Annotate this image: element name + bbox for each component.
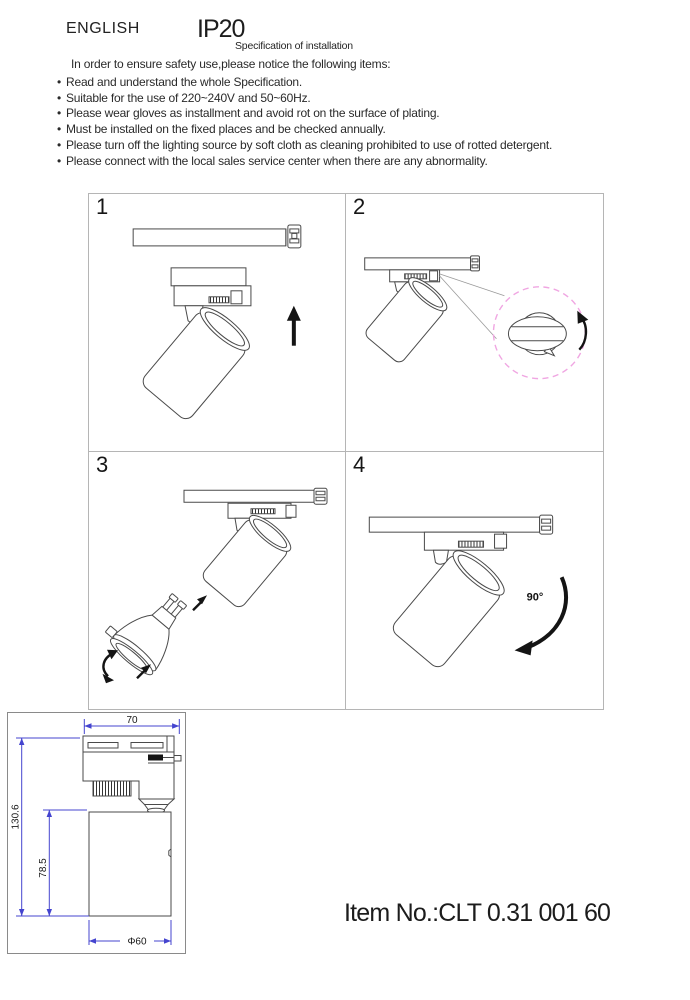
dimension-drawing-box [7,712,186,954]
bulb-twist-arrow-icon [103,649,119,683]
track-rail [365,256,480,271]
rotate-knob-arrow-icon [577,311,588,350]
instruction-text: Please wear gloves as installment and avoid rot on the surface of plating. [66,106,440,121]
step-number: 3 [96,451,109,477]
step-panel-2 [346,194,603,452]
rotation-90-arrow-icon [515,577,566,655]
overall-height-value: 130.6 [10,804,22,830]
step-number: 4 [353,451,366,477]
instruction-text: Please turn off the lighting source by soft cloth as cleaning prohibited to use of rotted detergent. [66,137,553,152]
instruction-item [57,91,552,107]
dimension-body-height [38,810,87,916]
instruction-text: Read and understand the whole Specification. [66,75,303,89]
bullet: • [57,106,62,121]
instruction-text: Must be installed on the fixed places and be checked annually. [66,122,386,137]
step-panel-3 [89,452,346,710]
bulb-insert-arrow-icon [193,595,207,610]
track-rail [133,225,301,248]
dimension-width [84,715,179,734]
leader-line [440,274,505,296]
instructions-intro: In order to ensure safety use,please notice the following items: [71,57,391,71]
bullet: • [57,75,62,89]
bullet: • [57,122,62,137]
instruction-item [57,138,552,154]
knurled-knob [93,781,131,796]
instruction-text: Please connect with the local sales service center when there are any abnormality. [66,153,488,168]
up-arrow-icon [287,306,301,346]
step-panel-4 [346,452,603,710]
diameter-value: Φ60 [127,936,147,948]
dimension-diameter [89,920,171,948]
lock-knob-detail [508,313,566,356]
bullet: • [57,153,62,168]
spotlight-fixture [363,270,451,365]
step-panel-1 [89,194,346,452]
track-rail [369,515,552,534]
gu10-bulb [100,576,200,679]
instruction-text: Suitable for the use of 220~240V and 50~60Hz. [66,90,311,105]
ip-rating-label: IP20 [197,15,245,43]
spotlight-fixture [140,268,255,422]
step-4-drawing [346,452,603,710]
installation-steps-grid [88,193,604,710]
spotlight-fixture [390,532,510,670]
dimension-drawing [8,713,182,950]
language-label: ENGLISH [66,20,140,37]
subtitle: Specification of installation [235,40,353,52]
step-2-drawing [346,194,603,451]
instruction-item [57,122,552,138]
track-rail [184,488,327,504]
instruction-item [57,75,552,91]
step-number: 1 [96,194,109,219]
fixture-side-view [83,736,181,916]
step-number: 2 [353,194,366,219]
item-number: Item No.:CLT 0.31 001 60 [344,899,611,927]
leader-line [440,276,497,339]
spotlight-fixture [200,503,296,610]
instructions-list [57,75,552,169]
instruction-item [57,154,552,170]
angle-label: 90° [526,590,544,603]
bullet: • [57,137,62,152]
instruction-item [57,106,552,122]
width-value: 70 [126,715,138,726]
body-height-value: 78.5 [38,858,49,878]
step-1-drawing [89,194,345,451]
step-3-drawing [89,452,345,710]
bullet: • [57,90,62,105]
